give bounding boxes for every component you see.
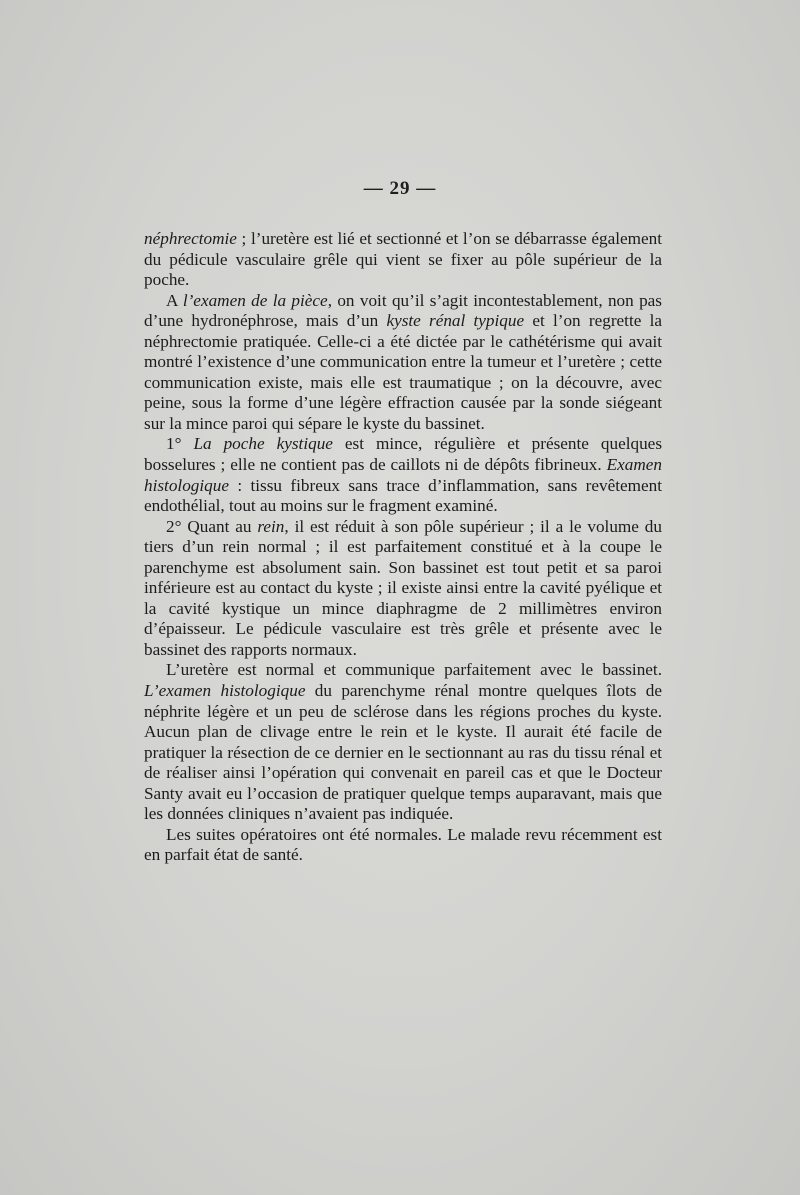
body-text bbox=[144, 229, 662, 866]
paragraph-1-term: néphrectomie bbox=[144, 229, 237, 248]
paragraph-2-emphasis-b: kyste rénal typique bbox=[386, 311, 525, 331]
paragraph-4-text-b: , il est réduit à son pôle supérieur ; il a le volume du tiers d’un rein normal ; il est parfaitement constitué et à la coupe le parenchyme est absolument sain. Son bassinet est tout petit et sa paroi inférieure est au contact du kyste ; il existe ainsi entre la cavité pyélique et la cavité kystique un mince diaphragme de 2 millimètres environ d’épaisseur. Le pédicule vasculaire est très grêle et présente avec le bassinet des rapports normaux. bbox=[144, 516, 662, 659]
paragraph-3-text-b: : tissu fibreux sans trace d’inflammation, sans revêtement endothélial, tout au moins sur le fragment examiné. bbox=[144, 475, 662, 516]
paragraph-2 bbox=[144, 291, 662, 435]
paragraph-1 bbox=[144, 229, 662, 291]
paragraph-3 bbox=[144, 434, 662, 516]
paragraph-1-text: ; l’uretère est lié et sectionné et l’on se débarrasse également du pédicule vasculaire grêle qui vient se fixer au pôle supérieur de la poche. bbox=[144, 229, 662, 290]
paragraph-5-text-a: L’uretère est normal et communique parfaitement avec le bassinet. bbox=[166, 660, 662, 680]
paragraph-3-emphasis-b: Examen histologique bbox=[144, 455, 662, 495]
page-number: — 29 — bbox=[363, 178, 437, 199]
paragraph-3-number: 1° bbox=[166, 434, 194, 454]
paragraph-4 bbox=[144, 517, 662, 661]
paragraph-6 bbox=[144, 825, 662, 866]
paragraph-5 bbox=[144, 660, 662, 824]
paragraph-3-text-a: est mince, régulière et présente quelques bosselures ; elle ne contient pas de caillots ni de dépôts fibrineux. bbox=[144, 434, 663, 475]
paragraph-4-emphasis: rein bbox=[257, 516, 285, 536]
paragraph-6-text: Les suites opératoires ont été normales. Le malade revu récemment est en parfait état de santé. bbox=[144, 824, 662, 865]
paragraph-2-emphasis-a: l’examen de la pièce bbox=[182, 290, 328, 310]
paragraph-2-text-b: , on voit qu’il s’agit incontestablement, non pas d’une hydronéphrose, mais d’un bbox=[144, 290, 662, 331]
paragraph-5-emphasis: L’examen histologique bbox=[144, 681, 306, 701]
paragraph-2-text-c: et l’on regrette la néphrectomie pratiquée. Celle-ci a été dictée par le cathétérisme qui avait montré l’existence d’une communication entre la tumeur et l’uretère ; cette communication existe, mais elle est traumatique ; on la découvre, avec peine, sous la forme d’une légère effraction causée par la sonde siégeant sur la mince paroi qui sépare le kyste du bassinet. bbox=[144, 311, 662, 433]
paragraph-5-text-b: du parenchyme rénal montre quelques îlots de néphrite légère et un peu de sclérose dans les régions proches du kyste. Aucun plan de clivage entre le rein et le kyste. Il aurait été facile de pratiquer la résection de ce dernier en le sectionnant au ras du tissu rénal et de réaliser ainsi l’opération qui convenait en pareil cas et que le Docteur Santy avait eu l’occasion de pratiquer quelque temps auparavant, mais que les données cliniques n’avaient pas indiquée. bbox=[144, 681, 662, 824]
paragraph-3-emphasis-a: La poche kystique bbox=[193, 434, 333, 454]
paragraph-2-text-a: A bbox=[166, 290, 183, 310]
paragraph-4-text-a: 2° Quant au bbox=[166, 516, 258, 536]
